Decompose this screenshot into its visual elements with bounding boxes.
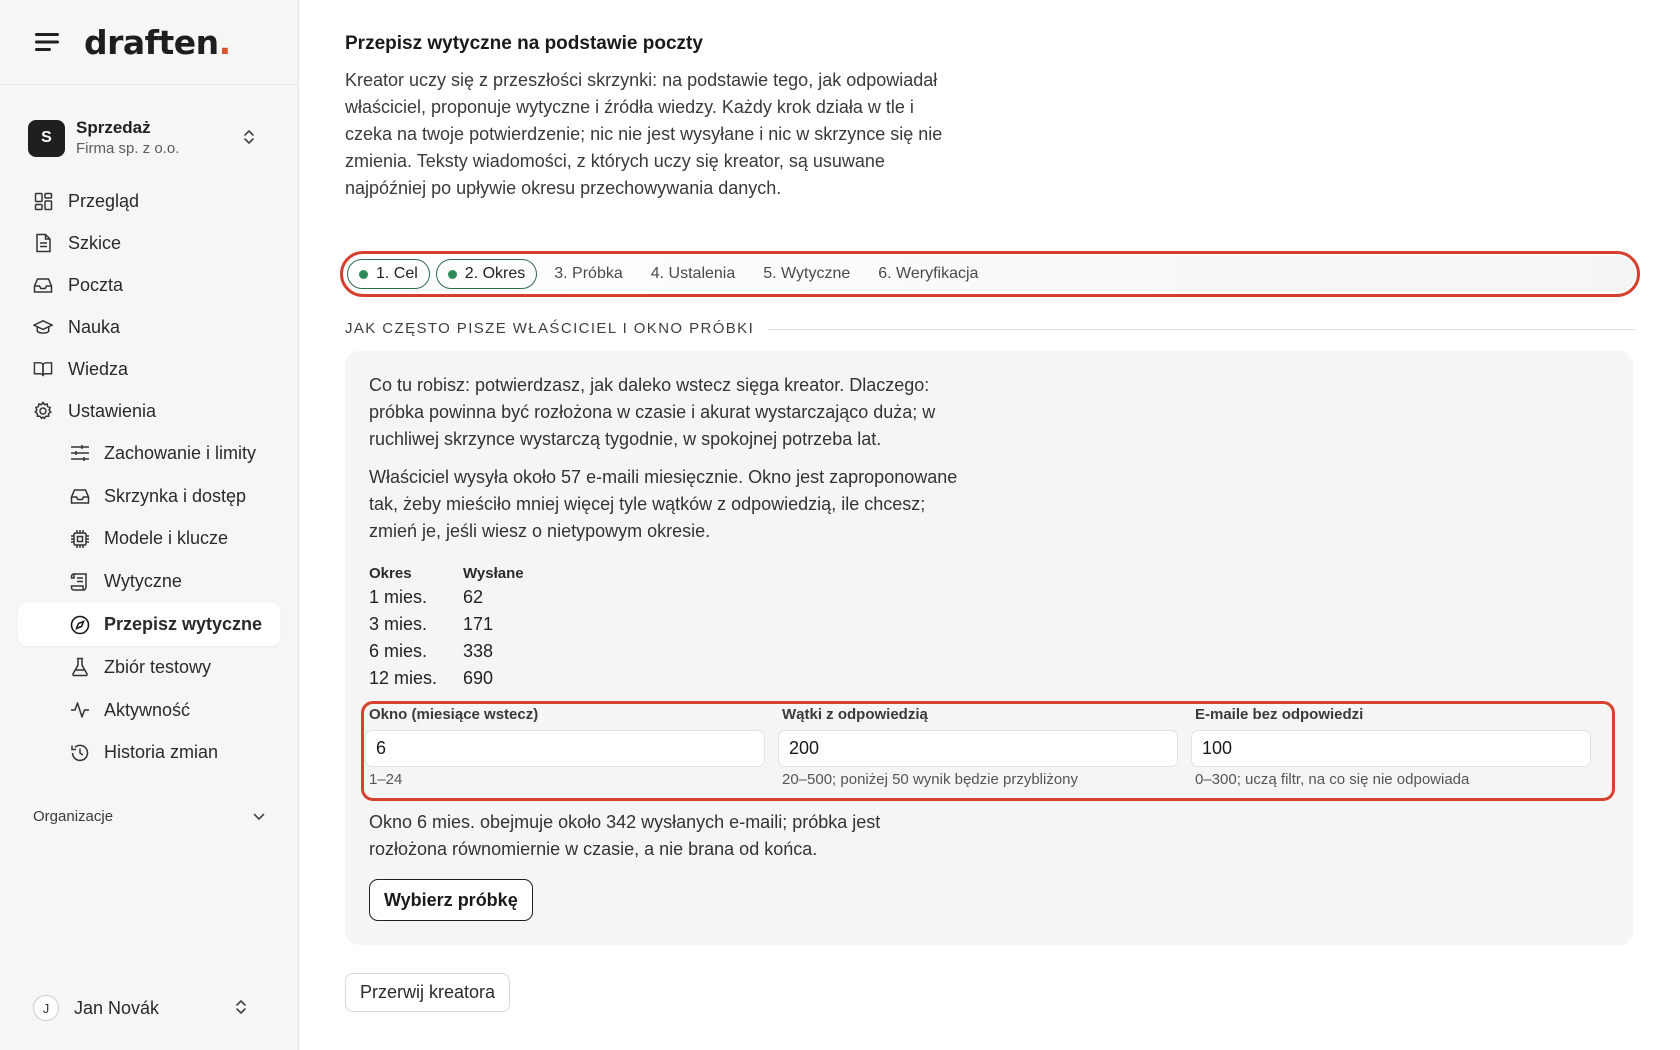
history-icon	[70, 743, 90, 763]
sample-settings-fields	[365, 705, 1611, 797]
column-header: Wysłane	[463, 564, 524, 582]
section-heading-text: JAK CZĘSTO PISZE WŁAŚCICIEL I OKNO PRÓBKI	[345, 320, 755, 337]
field-hint: 1–24	[369, 771, 403, 788]
graduation-cap-icon	[33, 317, 53, 337]
sidebar-item-zachowanie-i-limity[interactable]	[18, 432, 280, 475]
avatar: J	[33, 995, 59, 1021]
step-done-dot-icon	[359, 270, 368, 279]
field-hint: 20–500; poniżej 50 wynik będzie przybliżony	[782, 771, 1079, 788]
window-summary: Okno 6 mies. obejmuje około 342 wysłanych e-maili; próbka jest rozłożona równomiernie w czasie, a nie brana od końca.	[369, 812, 881, 859]
sidebar-item-label: Skrzynka i dostęp	[104, 485, 247, 506]
card-intro: Co tu robisz: potwierdzasz, jak daleko wstecz sięga kreator. Dlaczego: próbka powinna być rozłożona w czasie i akurat wystarczająco duża; w ruchliwej skrzynce wystarczą tygodnie, w spokojnej potrzeba lat.	[369, 375, 936, 449]
sidebar-item-historia-zmian[interactable]	[18, 732, 280, 775]
sidebar-item-label: Historia zmian	[104, 742, 219, 763]
sent-cell: 62	[463, 587, 484, 607]
chevron-down-icon	[253, 808, 265, 825]
sidebar-item-przeglad[interactable]	[18, 180, 280, 222]
gear-icon	[33, 401, 53, 421]
sent-cell: 171	[463, 614, 494, 634]
workspace-company: Firma sp. z o.o.	[76, 140, 180, 157]
sent-cell: 338	[463, 641, 494, 661]
sidebar-item-label: Szkice	[68, 232, 122, 253]
sidebar-item-wiedza[interactable]	[18, 348, 280, 390]
app-logo[interactable]: draften.	[84, 22, 231, 62]
period-cell: 6 mies.	[369, 641, 428, 661]
sidebar-item-label: Wytyczne	[104, 571, 182, 592]
sidebar-item-zbior-testowy[interactable]	[18, 646, 280, 689]
sidebar-item-label: Poczta	[68, 274, 124, 295]
step-done-dot-icon	[448, 270, 457, 279]
sliders-icon	[70, 443, 90, 463]
field-label: Okno (miesiące wstecz)	[369, 706, 539, 723]
period-cell: 1 mies.	[369, 587, 428, 607]
page-description: Kreator uczy się z przeszłości skrzynki: na podstawie tego, jak odpowiadał właściciel, proponuje wytyczne i źródła wiedzy. Każdy krok działa w tle i czeka na twoje potwierdzenie; nic nie jest wysyłane i nic w skrzynce się nie zmienia. Teksty wiadomości, z których uczy się kreator, są usuwane najpóźniej po upływie okresu przechowywania danych.	[345, 70, 943, 198]
book-icon	[33, 359, 53, 379]
card-info: Właściciel wysyła około 57 e-maili miesięcznie. Okno jest zaproponowane tak, żeby mieściło mniej więcej tyle wątków z odpowiedzią, ile chcesz; zmień je, jeśli wiesz o nietypowym okresie.	[369, 467, 958, 541]
table-row	[369, 584, 524, 611]
user-menu[interactable]	[33, 993, 265, 1023]
flask-icon	[70, 657, 90, 677]
sidebar	[0, 0, 299, 1050]
step-label: 2. Okres	[464, 265, 526, 282]
sidebar-item-label: Modele i klucze	[104, 528, 229, 549]
choose-sample-button[interactable]: Wybierz próbkę	[369, 879, 533, 921]
sidebar-item-label: Zbiór testowy	[104, 656, 212, 677]
column-header: Okres	[369, 564, 412, 582]
sidebar-item-label: Ustawienia	[68, 400, 157, 421]
period-card	[345, 351, 1633, 945]
chevron-up-down-icon	[235, 998, 247, 1021]
organizations-toggle[interactable]	[33, 808, 265, 825]
sidebar-item-szkice[interactable]	[18, 222, 280, 264]
field-label: E-maile bez odpowiedzi	[1195, 706, 1364, 723]
window-months-field	[365, 705, 765, 788]
workspace-switcher[interactable]	[28, 116, 273, 160]
period-cell: 3 mies.	[369, 614, 428, 634]
dashboard-icon	[33, 191, 53, 211]
user-name: Jan Novák	[74, 997, 160, 1018]
organizations-label: Organizacje	[33, 808, 114, 825]
sidebar-item-label: Aktywność	[104, 699, 191, 720]
sidebar-item-label: Wiedza	[68, 358, 129, 379]
sidebar-item-ustawienia[interactable]	[18, 390, 280, 432]
menu-icon[interactable]	[34, 29, 60, 55]
unreplied-emails-field	[1191, 705, 1591, 788]
step-label: 5. Wytyczne	[763, 265, 851, 282]
inbox-icon	[70, 486, 90, 506]
window-months-input[interactable]: 6	[365, 730, 765, 767]
step-ustalenia[interactable]	[640, 259, 747, 289]
step-weryfikacja[interactable]	[867, 259, 989, 289]
step-cel[interactable]	[347, 259, 430, 289]
replied-threads-input[interactable]: 200	[778, 730, 1178, 767]
sidebar-item-label: Zachowanie i limity	[104, 442, 257, 463]
workspace-avatar: S	[28, 120, 65, 157]
inbox-icon	[33, 275, 53, 295]
table-row	[369, 638, 524, 665]
page-title: Przepisz wytyczne na podstawie poczty	[345, 33, 703, 54]
workspace-name: Sprzedaż	[76, 118, 151, 137]
activity-icon	[70, 700, 90, 720]
step-probka[interactable]	[543, 259, 633, 289]
sidebar-item-label: Nauka	[68, 316, 121, 337]
sidebar-item-aktywnosc[interactable]	[18, 689, 280, 732]
sidebar-item-poczta[interactable]	[18, 264, 280, 306]
sidebar-item-nauka[interactable]	[18, 306, 280, 348]
field-hint: 0–300; uczą filtr, na co się nie odpowiada	[1195, 771, 1470, 788]
abort-wizard-button[interactable]: Przerwij kreatora	[345, 973, 510, 1012]
step-label: 1. Cel	[376, 265, 418, 282]
sidebar-item-przepisz-wytyczne[interactable]	[18, 603, 280, 646]
sidebar-item-skrzynka-i-dostep[interactable]	[18, 475, 280, 518]
sent-stats-table	[369, 562, 524, 692]
sidebar-item-label: Przegląd	[68, 190, 140, 211]
compass-icon	[70, 615, 90, 635]
step-okres[interactable]	[436, 259, 537, 289]
step-wytyczne[interactable]	[752, 259, 861, 289]
field-label: Wątki z odpowiedzią	[782, 706, 928, 723]
sidebar-item-wytyczne[interactable]	[18, 560, 280, 603]
chevron-up-down-icon	[243, 128, 255, 151]
step-label: 6. Weryfikacja	[878, 265, 979, 282]
unreplied-emails-input[interactable]: 100	[1191, 730, 1591, 767]
sent-cell: 690	[463, 668, 494, 688]
replied-threads-field	[778, 705, 1178, 788]
table-row	[369, 665, 524, 692]
scroll-icon	[70, 572, 90, 592]
step-label: 4. Ustalenia	[650, 265, 736, 282]
sidebar-nav	[18, 180, 280, 774]
period-cell: 12 mies.	[369, 668, 438, 688]
step-label: 3. Próbka	[554, 265, 623, 282]
document-icon	[33, 233, 53, 253]
sidebar-item-label: Przepisz wytyczne	[104, 614, 263, 635]
brand-bar	[0, 0, 298, 85]
chip-icon	[70, 529, 90, 549]
divider	[768, 329, 1635, 330]
table-header	[369, 562, 524, 584]
section-heading	[345, 320, 1635, 337]
wizard-steps	[345, 256, 1635, 292]
table-row	[369, 611, 524, 638]
sidebar-item-modele-i-klucze[interactable]	[18, 518, 280, 561]
